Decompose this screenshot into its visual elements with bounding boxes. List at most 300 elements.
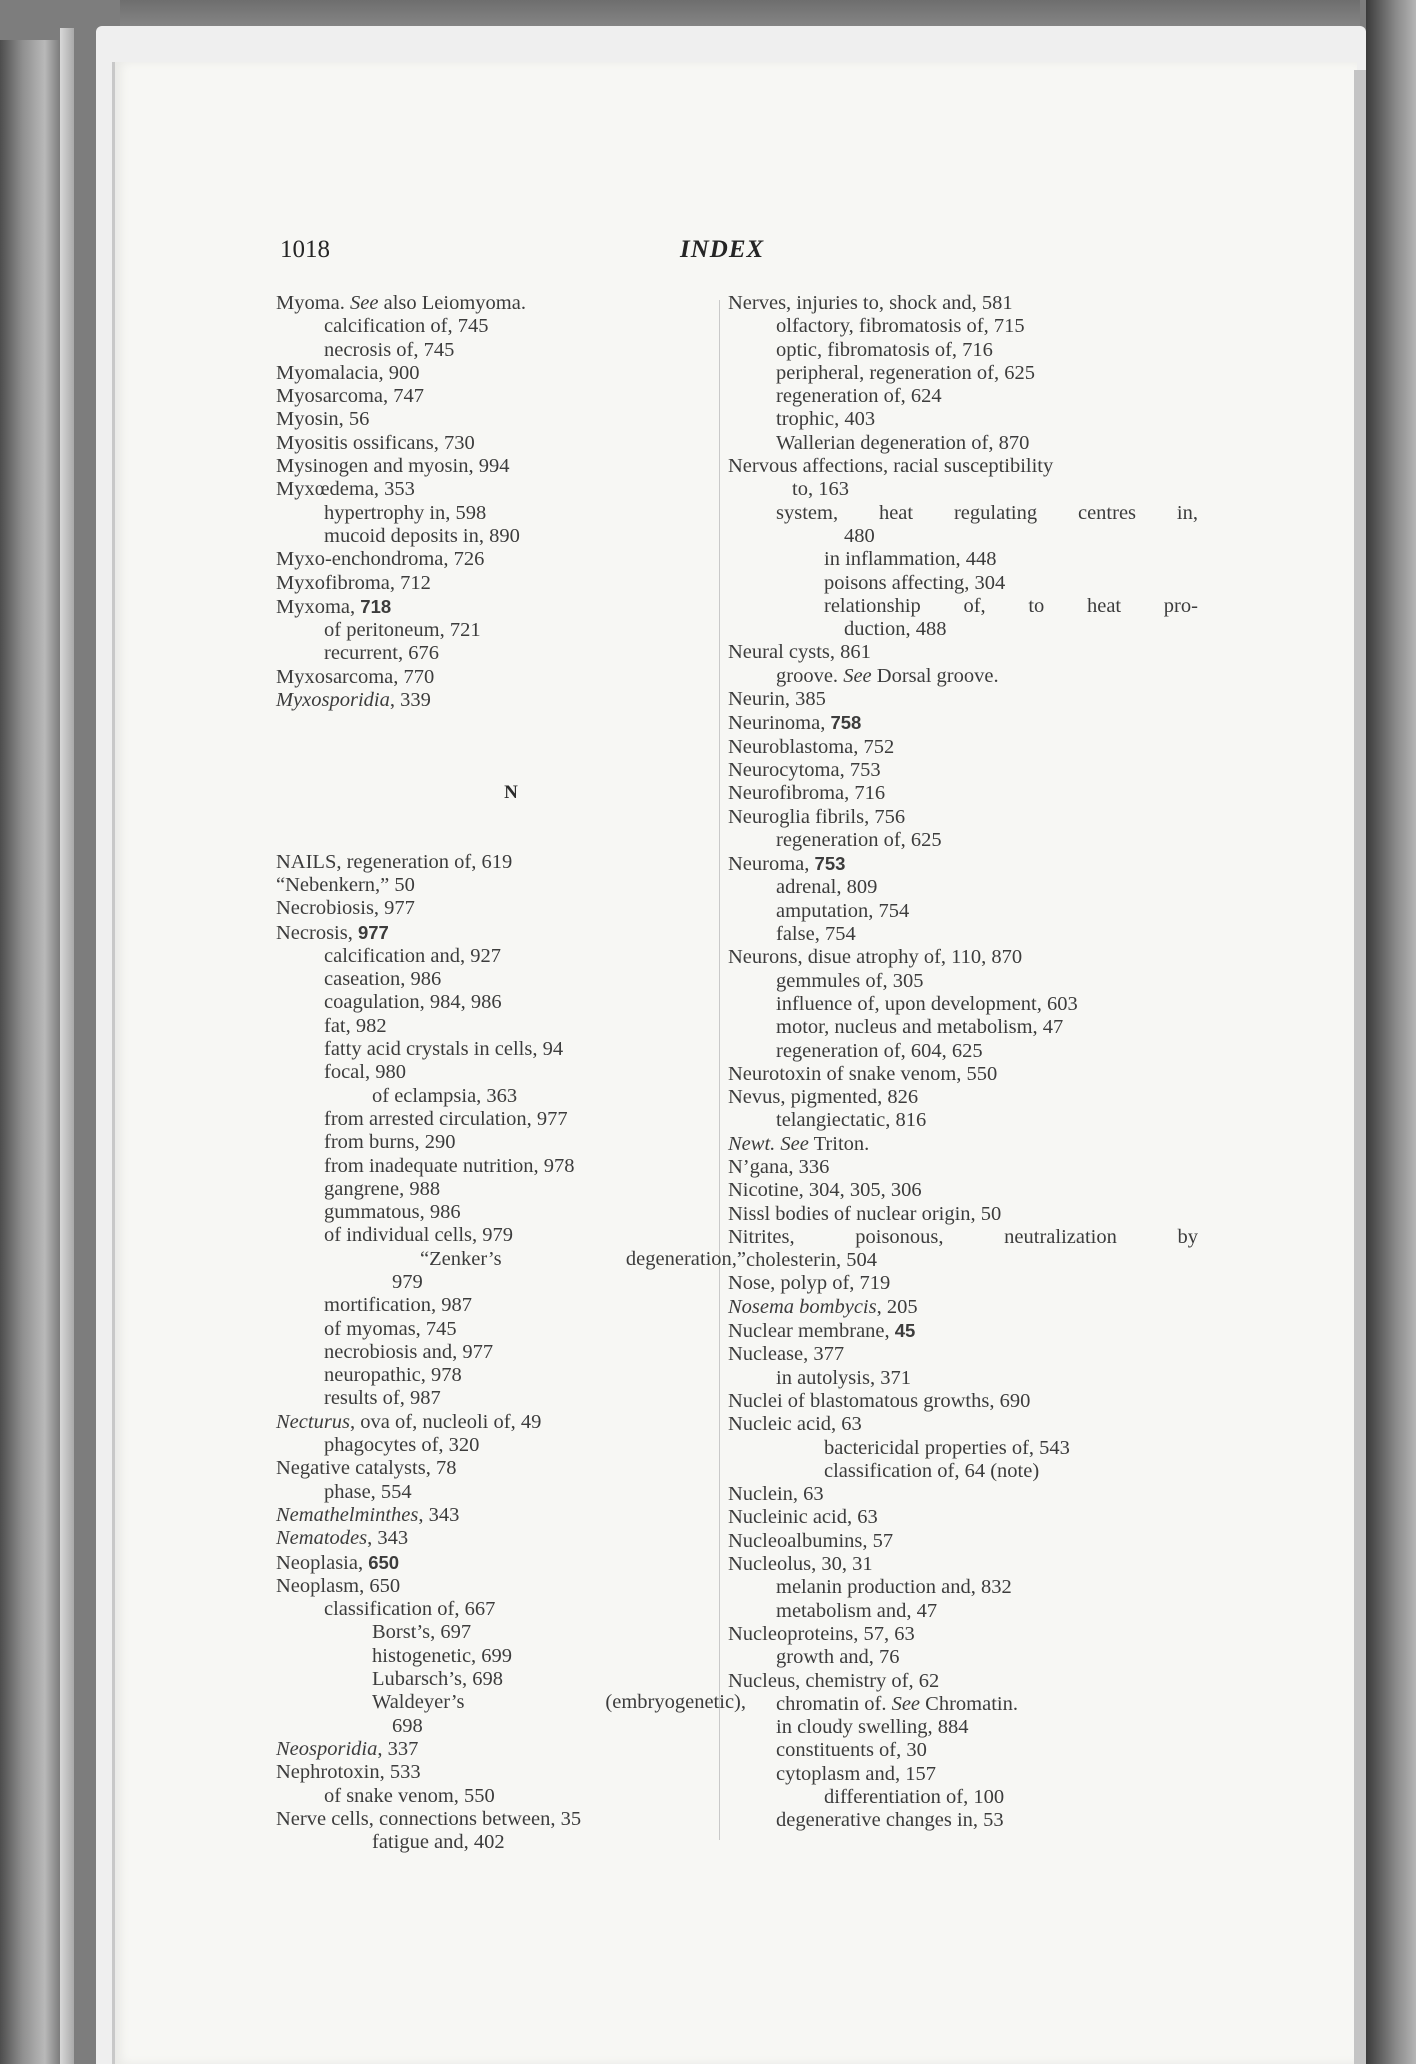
index-subentry [276, 1131, 746, 1154]
entry-text: adrenal, 809 [776, 876, 878, 899]
index-word: poisonous, [855, 1225, 944, 1248]
entry-text: Necrobiosis, 977 [276, 897, 415, 920]
entry-text: caseation, 986 [324, 968, 442, 991]
entry-text: Myoma. [276, 292, 351, 314]
index-entry [728, 782, 1198, 805]
index-entry [276, 1504, 746, 1527]
entry-text: Necturus [276, 1410, 351, 1433]
entry-text: Newt. [728, 1132, 776, 1155]
index-entry [276, 455, 746, 478]
index-subentry [728, 665, 1198, 688]
entry-text: of individual cells, 979 [324, 1224, 514, 1247]
entry-text: metabolism and, 47 [776, 1599, 938, 1622]
entry-text: neuropathic, 978 [324, 1364, 462, 1387]
entry-text: mucoid deposits in, 890 [324, 524, 520, 547]
entry-text: necrobiosis and, 977 [324, 1340, 494, 1363]
entry-text: peripheral, regeneration of, 625 [776, 361, 1035, 384]
entry-text: Neoplasm, 650 [276, 1574, 401, 1597]
entry-text: focal, 980 [324, 1061, 406, 1084]
entry-text: regeneration of, 625 [776, 828, 942, 851]
index-entry [276, 408, 746, 431]
index-entry [728, 759, 1198, 782]
right-gutter [1366, 0, 1416, 2064]
index-entry [728, 1203, 1198, 1226]
index-subentry [728, 1600, 1198, 1623]
index-entry [728, 711, 1198, 735]
index-subentry [276, 502, 746, 525]
index-entry [276, 1575, 746, 1598]
principal-page-ref: 977 [357, 921, 389, 943]
index-word: heat [878, 501, 914, 524]
spacer [276, 712, 746, 758]
index-subentry [728, 315, 1198, 338]
index-word: in, [1176, 501, 1198, 524]
index-subentry [728, 1646, 1198, 1669]
entry-text: Nerves, injuries to, shock and, 581 [728, 292, 1013, 314]
index-entry-line [728, 595, 1198, 618]
entry-text: Nosema bombycis [728, 1295, 877, 1318]
entry-text: Neuroglia fibrils, 756 [728, 805, 906, 828]
index-subentry [728, 829, 1198, 852]
entry-text: See [350, 292, 379, 314]
entry-text: histogenetic, 699 [372, 1644, 513, 1667]
entry-text: Myxosporidia [276, 689, 390, 712]
index-entry [728, 1063, 1198, 1086]
index-entry [276, 1738, 746, 1761]
entry-text: Dorsal groove. [871, 664, 999, 687]
principal-page-ref: 718 [360, 595, 392, 617]
index-subentry [728, 525, 1198, 548]
index-entry-line [276, 1691, 746, 1714]
index-entry-line [276, 1248, 746, 1271]
index-entry [276, 572, 746, 595]
index-word: regulating [953, 501, 1038, 524]
entry-text: necrosis of, 745 [324, 338, 455, 361]
index-subentry [728, 900, 1198, 923]
entry-text: Nose, polyp of, 719 [728, 1272, 891, 1295]
index-subentry [276, 619, 746, 642]
index-subentry [276, 1785, 746, 1808]
entry-text: Nematodes [276, 1527, 368, 1550]
index-subentry [728, 1716, 1198, 1739]
index-entry [728, 1670, 1198, 1693]
entry-text: also Leiomyoma. [378, 292, 526, 314]
entry-text: Neurinoma, [728, 712, 831, 735]
entry-text: Borst’s, 697 [372, 1621, 472, 1644]
entry-text: of eclampsia, 363 [372, 1084, 518, 1107]
index-subentry [276, 1015, 746, 1038]
entry-text: Myxo-enchondroma, 726 [276, 548, 485, 571]
entry-text: Nerve cells, connections between, 35 [276, 1807, 582, 1830]
index-entry [276, 689, 746, 712]
index-entry [276, 1761, 746, 1784]
entry-text: calcification of, 745 [324, 315, 489, 338]
entry-text: in autolysis, 371 [776, 1366, 911, 1389]
entry-text: from arrested circulation, 977 [324, 1107, 568, 1130]
running-head: INDEX [680, 236, 765, 263]
index-entry [728, 292, 1198, 315]
index-word: system, [776, 501, 839, 524]
entry-text: groove. [776, 664, 844, 687]
entry-text: Neurotoxin of snake venom, 550 [728, 1062, 998, 1085]
index-subentry [276, 1318, 746, 1341]
entry-text: telangiectatic, 816 [776, 1109, 927, 1132]
index-entry [728, 455, 1198, 478]
entry-text: Nissl bodies of nuclear origin, 50 [728, 1202, 1002, 1225]
spacer [276, 758, 746, 781]
index-subentry [728, 618, 1198, 641]
entry-text: Neuroma, [728, 853, 815, 876]
entry-text: See [891, 1692, 921, 1715]
entry-text: “Nebenkern,” 50 [276, 873, 415, 896]
entry-text: Nucleoproteins, 57, 63 [728, 1622, 915, 1645]
index-entry [276, 362, 746, 385]
index-subentry [728, 548, 1198, 571]
page-number: 1018 [280, 236, 330, 263]
index-subentry [276, 991, 746, 1014]
index-subentry [728, 923, 1198, 946]
index-entry [728, 852, 1198, 876]
index-entry [728, 688, 1198, 711]
index-entry [276, 548, 746, 571]
index-entry [728, 1296, 1198, 1319]
entry-text: 698 [392, 1714, 423, 1737]
entry-text: Nephrotoxin, 533 [276, 1761, 421, 1784]
index-word: pro- [1163, 594, 1198, 617]
entry-text: Myxœdema, 353 [276, 478, 415, 501]
entry-text: , 339 [389, 689, 431, 712]
entry-text: from inadequate nutrition, 978 [324, 1154, 575, 1177]
index-subentry [728, 1693, 1198, 1716]
entry-text: Nuclease, 377 [728, 1343, 845, 1366]
entry-text: Myosin, 56 [276, 408, 370, 431]
entry-text: Nuclear membrane, [728, 1320, 895, 1343]
index-entry [276, 1551, 746, 1575]
book-cover-edge [60, 28, 74, 2064]
entry-text: results of, 987 [324, 1387, 441, 1410]
entry-text: Nicotine, 304, 305, 306 [728, 1179, 922, 1202]
principal-page-ref: 753 [814, 853, 846, 875]
entry-text: degenerative changes in, 53 [776, 1809, 1004, 1832]
entry-text: Neurocytoma, 753 [728, 758, 881, 781]
index-subentry [728, 339, 1198, 362]
entry-text: See [843, 664, 872, 687]
index-subentry [728, 1809, 1198, 1832]
entry-text: gemmules of, 305 [776, 969, 924, 992]
index-subentry [276, 1645, 746, 1668]
entry-text: bactericidal properties of, 543 [824, 1436, 1070, 1459]
index-word: relationship [824, 594, 921, 617]
index-entry [276, 666, 746, 689]
entry-text: Necrosis, [276, 921, 358, 944]
entry-text: influence of, upon development, 603 [776, 992, 1078, 1015]
index-entry [276, 1411, 746, 1434]
index-subentry [728, 1040, 1198, 1063]
index-subentry [276, 1831, 746, 1854]
index-subentry [728, 1437, 1198, 1460]
entry-text: N’gana, 336 [728, 1155, 830, 1178]
index-subentry [276, 945, 746, 968]
left-index-column [276, 292, 746, 1854]
index-entry [276, 1808, 746, 1831]
index-subentry [276, 1224, 746, 1247]
index-entry [728, 1133, 1198, 1156]
index-subentry [728, 993, 1198, 1016]
entry-text: , 205 [876, 1295, 918, 1318]
index-entry [276, 432, 746, 455]
index-entry [276, 595, 746, 619]
index-entry-line [728, 1226, 1198, 1249]
index-entry [728, 1530, 1198, 1553]
index-entry [728, 1553, 1198, 1576]
entry-text: of myomas, 745 [324, 1317, 457, 1340]
entry-text: Nervous affections, racial susceptibility [728, 455, 1054, 478]
index-word: of, [963, 594, 986, 617]
entry-text: motor, nucleus and metabolism, 47 [776, 1016, 1064, 1039]
entry-text: classification of, 64 (note) [824, 1459, 1040, 1482]
index-entry [728, 1483, 1198, 1506]
index-entry [728, 1272, 1198, 1295]
index-subentry [728, 970, 1198, 993]
entry-text: Neosporidia [276, 1737, 378, 1760]
page-fore-edge [1354, 70, 1366, 2064]
index-word: to [1028, 594, 1045, 617]
entry-text: Neoplasia, [276, 1551, 369, 1574]
index-subentry [276, 1201, 746, 1224]
index-subentry [728, 1576, 1198, 1599]
entry-text: Nemathelminthes [276, 1503, 419, 1526]
entry-text: mortification, 987 [324, 1294, 473, 1317]
index-subentry [276, 1598, 746, 1621]
index-entry [728, 1086, 1198, 1109]
index-subentry [276, 1085, 746, 1108]
entry-text: to, 163 [792, 478, 849, 501]
index-subentry [728, 1460, 1198, 1483]
index-subentry [276, 1668, 746, 1691]
entry-text: calcification and, 927 [324, 944, 502, 967]
index-entry [276, 1527, 746, 1550]
index-word: neutralization [1004, 1225, 1117, 1248]
entry-text: , 337 [377, 1737, 419, 1760]
section-letter-heading: N [504, 782, 518, 804]
entry-text: , 343 [367, 1527, 409, 1550]
entry-text: Negative catalysts, 78 [276, 1457, 457, 1480]
entry-text: Neurons, disue atrophy of, 110, 870 [728, 946, 1023, 969]
index-entry [276, 385, 746, 408]
entry-text: Myxoma, [276, 595, 361, 618]
index-subentry [276, 1481, 746, 1504]
index-word: “Zenker’s [420, 1247, 502, 1270]
entry-text: Wallerian degeneration of, 870 [776, 431, 1030, 454]
index-entry [728, 946, 1198, 969]
entry-text: in cloudy swelling, 884 [776, 1716, 969, 1739]
index-subentry [276, 968, 746, 991]
entry-text: phagocytes of, 320 [324, 1434, 480, 1457]
entry-text: 480 [844, 524, 875, 547]
entry-text: recurrent, 676 [324, 642, 439, 665]
index-subentry [276, 1178, 746, 1201]
index-subentry [276, 1061, 746, 1084]
index-subentry [728, 1109, 1198, 1132]
index-subentry [276, 1364, 746, 1387]
index-entry [728, 736, 1198, 759]
page-header [280, 236, 1160, 272]
index-subentry [728, 572, 1198, 595]
index-subentry [728, 385, 1198, 408]
entry-text: regeneration of, 604, 625 [776, 1039, 983, 1062]
entry-text: duction, 488 [844, 618, 947, 641]
index-word: (embryogenetic), [605, 1691, 746, 1714]
right-index-column [728, 292, 1198, 1833]
index-subentry [276, 525, 746, 548]
entry-text: Myxosarcoma, 770 [276, 665, 435, 688]
entry-text: of snake venom, 550 [324, 1784, 495, 1807]
index-subentry [728, 1249, 1198, 1272]
index-subentry [728, 1786, 1198, 1809]
principal-page-ref: 758 [830, 712, 862, 734]
index-subentry [728, 408, 1198, 431]
entry-text: regeneration of, 624 [776, 385, 942, 408]
index-entry [728, 1623, 1198, 1646]
entry-text: fatigue and, 402 [372, 1831, 505, 1854]
entry-text: , ova of, nucleoli of, 49 [350, 1410, 542, 1433]
index-entry [276, 921, 746, 945]
index-subentry [276, 1341, 746, 1364]
index-subentry [276, 1038, 746, 1061]
entry-text: olfactory, fibromatosis of, 715 [776, 315, 1025, 338]
entry-text: of peritoneum, 721 [324, 619, 481, 642]
index-entry [728, 641, 1198, 664]
entry-text: Chromatin. [920, 1692, 1018, 1715]
entry-text: fatty acid crystals in cells, 94 [324, 1038, 564, 1061]
index-entry [728, 1319, 1198, 1343]
entry-text: classification of, 667 [324, 1598, 496, 1621]
index-subentry [276, 1108, 746, 1131]
index-entry [276, 897, 746, 920]
entry-text: Nucleolus, 30, 31 [728, 1553, 873, 1576]
entry-text: hypertrophy in, 598 [324, 501, 487, 524]
entry-text: phase, 554 [324, 1480, 412, 1503]
index-subentry [276, 1387, 746, 1410]
index-word: by [1177, 1225, 1198, 1248]
index-subentry [728, 1367, 1198, 1390]
entry-text: amputation, 754 [776, 899, 910, 922]
index-subentry [276, 1434, 746, 1457]
index-entry [728, 1179, 1198, 1202]
entry-text: Triton. [808, 1132, 870, 1155]
index-subentry [728, 876, 1198, 899]
entry-text: Lubarsch’s, 698 [372, 1668, 503, 1691]
entry-text: poisons affecting, 304 [824, 571, 1006, 594]
entry-text: differentiation of, 100 [824, 1786, 1005, 1808]
entry-text: See [780, 1132, 809, 1155]
index-subentry [276, 1155, 746, 1178]
book-spine-edge [0, 40, 64, 2064]
entry-text: coagulation, 984, 986 [324, 991, 502, 1014]
index-subentry [276, 642, 746, 665]
index-word: centres [1077, 501, 1137, 524]
entry-text: Neurofibroma, 716 [728, 782, 886, 805]
entry-text: Nuclei of blastomatous growths, 690 [728, 1389, 1031, 1412]
entry-text: Nucleus, chemistry of, 62 [728, 1669, 940, 1692]
index-entry [276, 874, 746, 897]
index-subentry [728, 432, 1198, 455]
entry-text: Mysinogen and myosin, 994 [276, 455, 510, 478]
index-word: Waldeyer’s [372, 1691, 465, 1714]
entry-text: trophic, 403 [776, 408, 876, 431]
entry-text: Myosarcoma, 747 [276, 385, 425, 408]
index-entry [276, 292, 746, 315]
index-entry [728, 806, 1198, 829]
entry-text: Nucleic acid, 63 [728, 1413, 862, 1436]
index-subentry [276, 1271, 746, 1294]
index-entry [728, 1343, 1198, 1366]
entry-text: Nucleinic acid, 63 [728, 1506, 878, 1529]
entry-text: Myomalacia, 900 [276, 361, 420, 384]
entry-text: Nuclein, 63 [728, 1483, 824, 1506]
entry-text: melanin production and, 832 [776, 1576, 1012, 1599]
entry-text: gummatous, 986 [324, 1201, 461, 1224]
entry-text: cholesterin, 504 [746, 1249, 877, 1272]
index-subentry [276, 1715, 746, 1738]
entry-text: Nucleoalbumins, 57 [728, 1529, 894, 1552]
principal-page-ref: 45 [894, 1320, 916, 1342]
entry-text: , 343 [418, 1503, 460, 1526]
index-subentry [276, 1621, 746, 1644]
entry-text: chromatin of. [776, 1692, 892, 1715]
index-subentry [728, 478, 1198, 501]
index-entry [728, 1506, 1198, 1529]
entry-text: growth and, 76 [776, 1646, 900, 1669]
entry-text: NAILS, regeneration of, 619 [276, 850, 513, 873]
index-subentry [728, 1739, 1198, 1762]
entry-text: fat, 982 [324, 1014, 387, 1037]
index-entry [728, 1413, 1198, 1436]
entry-text: gangrene, 988 [324, 1177, 441, 1200]
entry-text: 979 [392, 1270, 423, 1293]
entry-text: constituents of, 30 [776, 1739, 927, 1762]
index-subentry [276, 1294, 746, 1317]
entry-text: from burns, 290 [324, 1131, 456, 1154]
index-entry-line [728, 502, 1198, 525]
index-entry [276, 1457, 746, 1480]
entry-text: Neurin, 385 [728, 688, 826, 711]
index-subentry [276, 315, 746, 338]
index-entry [276, 851, 746, 874]
index-subentry [276, 339, 746, 362]
entry-text: Neural cysts, 861 [728, 641, 871, 664]
entry-text: Neuroblastoma, 752 [728, 735, 895, 758]
index-word: degeneration,” [625, 1247, 746, 1270]
index-subentry [728, 362, 1198, 385]
index-subentry [728, 1763, 1198, 1786]
index-entry [276, 478, 746, 501]
principal-page-ref: 650 [368, 1551, 400, 1573]
index-entry [728, 1390, 1198, 1413]
entry-text: in inflammation, 448 [824, 548, 997, 571]
entry-text: Myositis ossificans, 730 [276, 431, 475, 454]
index-entry [728, 1156, 1198, 1179]
index-word: Nitrites, [728, 1225, 795, 1248]
entry-text: optic, fibromatosis of, 716 [776, 338, 993, 361]
spacer [276, 805, 746, 851]
entry-text: false, 754 [776, 923, 856, 946]
entry-text: Myxofibroma, 712 [276, 571, 431, 594]
index-subentry [728, 1016, 1198, 1039]
index-word: heat [1086, 594, 1122, 617]
entry-text: cytoplasm and, 157 [776, 1762, 936, 1785]
entry-text: Nevus, pigmented, 826 [728, 1086, 919, 1109]
